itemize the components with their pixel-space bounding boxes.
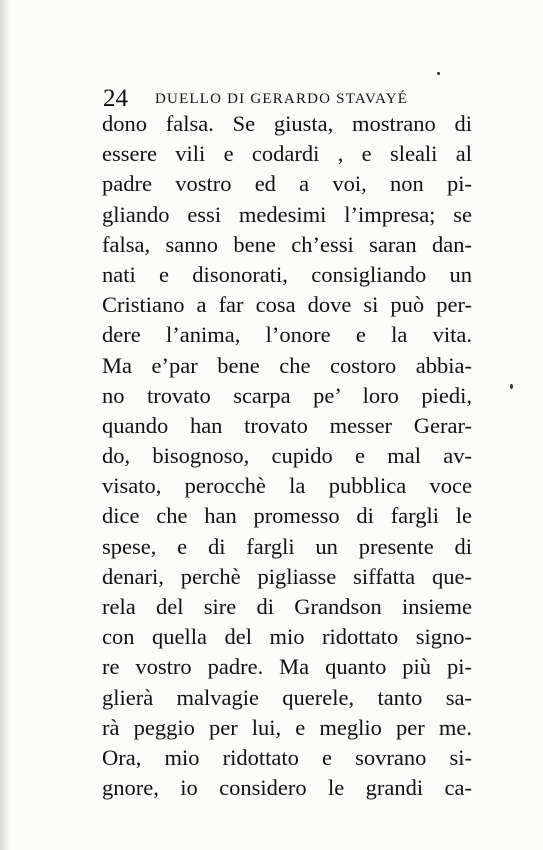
text-line: re vostro padre. Ma quanto più pi- xyxy=(102,654,472,680)
text-line: glierà malvagie querele, tanto sa- xyxy=(102,684,472,710)
text-line: do, bisognoso, cupido e mal av- xyxy=(102,443,472,469)
text-line: essere vili e codardi , e sleali al xyxy=(102,141,472,167)
running-title: DUELLO DI GERARDO STAVAYÉ xyxy=(155,91,409,107)
text-line: falsa, sanno bene ch’essi saran dan- xyxy=(102,231,472,257)
page-number: 24 xyxy=(103,85,128,112)
ink-speck xyxy=(437,72,440,75)
text-line: visato, perocchè la pubblica voce xyxy=(102,473,472,499)
text-line: gliando essi medesimi l’impresa; se xyxy=(102,201,472,227)
text-line: dono falsa. Se giusta, mostrano di xyxy=(102,111,472,136)
text-line: gnore, io considero le grandi ca- xyxy=(102,775,472,801)
page-edge-shadow xyxy=(0,0,10,850)
text-line: padre vostro ed a voi, non pi- xyxy=(102,171,472,197)
text-line: nati e disonorati, consigliando un xyxy=(102,261,472,287)
text-line: Ma e’par bene che costoro abbia- xyxy=(102,352,472,378)
text-line: Cristiano a far cosa dove si può per- xyxy=(102,292,472,318)
text-line: dere l’anima, l’onore e la vita. xyxy=(102,322,472,348)
text-line: rà peggio per lui, e meglio per me. xyxy=(102,714,472,740)
text-line: con quella del mio ridottato signo- xyxy=(102,624,472,650)
text-line: Ora, mio ridottato e sovrano si- xyxy=(102,744,472,770)
ink-speck xyxy=(510,384,513,389)
text-line: quando han trovato messer Gerar- xyxy=(102,412,472,438)
text-line: spese, e di fargli un presente di xyxy=(102,533,472,559)
text-line: dice che han promesso di fargli le xyxy=(102,503,472,529)
body-text xyxy=(102,109,472,803)
text-line: no trovato scarpa pe’ loro piedi, xyxy=(102,382,472,408)
text-line: denari, perchè pigliasse siffatta que- xyxy=(102,563,472,589)
text-line: rela del sire di Grandson insieme xyxy=(102,594,472,619)
